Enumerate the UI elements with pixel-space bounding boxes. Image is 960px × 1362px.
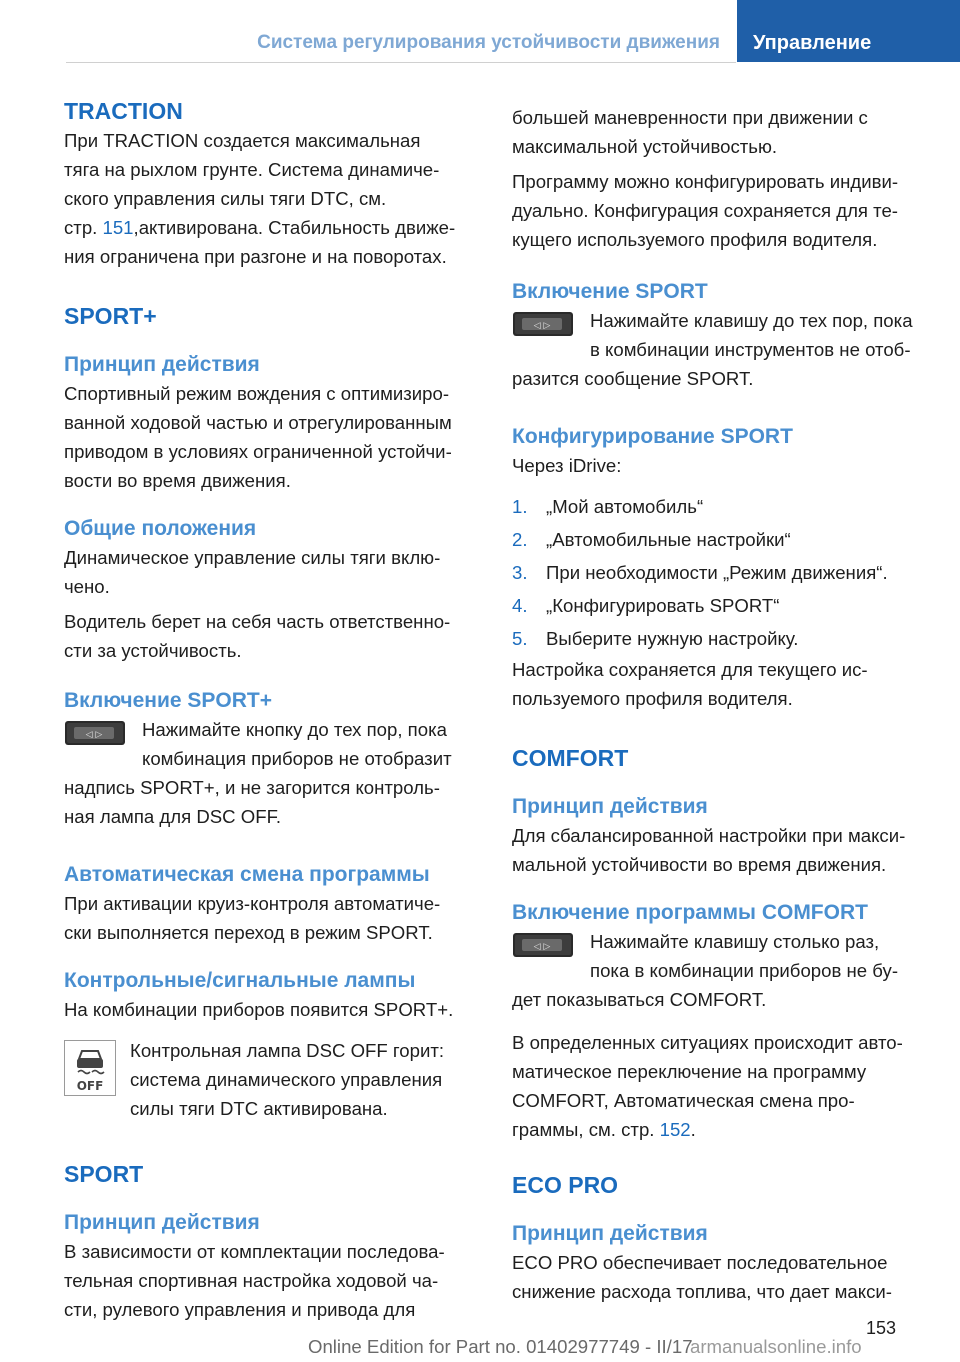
enable-sport-block bbox=[512, 306, 932, 393]
lamp-desc-line: силы тяги DTC активирована. bbox=[130, 1098, 388, 1119]
general-line: Динамическое управление силы тяги вклю- bbox=[64, 547, 441, 568]
configure-sport-heading: Конфигурирование SPORT bbox=[512, 425, 793, 448]
page-link-151[interactable]: 151 bbox=[102, 217, 134, 238]
step-number: 2. bbox=[512, 529, 528, 550]
auto-comfort-line bbox=[512, 1115, 932, 1144]
section-title: Система регулирования устойчивости движения bbox=[257, 32, 720, 53]
sportplus-heading: SPORT+ bbox=[64, 303, 157, 329]
car-skid-icon bbox=[65, 1041, 115, 1095]
auto-comfort-line: COMFORT, Автоматическая смена про- bbox=[512, 1090, 855, 1111]
driving-mode-switch-icon bbox=[512, 931, 574, 959]
step-number: 4. bbox=[512, 595, 528, 616]
chapter-tab-label: Управление bbox=[753, 32, 872, 54]
driving-mode-switch-icon bbox=[512, 310, 574, 338]
principle-line: Спортивный режим вождения с оптимизиро- bbox=[64, 383, 450, 404]
eco-principle-heading: Принцип действия bbox=[512, 1222, 708, 1245]
principle-line: ванной ходовой частью и отрегулированным bbox=[64, 412, 452, 433]
list-item bbox=[512, 556, 932, 589]
traction-line: тяга на рыхлом грунте. Система динамиче- bbox=[64, 159, 440, 180]
eco-line: снижение расхода топлива, что дает макси- bbox=[512, 1281, 892, 1302]
svg-text:◁ ▷: ◁ ▷ bbox=[533, 321, 551, 331]
auto-comfort-line: В определенных ситуациях происходит авто- bbox=[512, 1032, 903, 1053]
general-line: чено. bbox=[64, 576, 110, 597]
enable-sport-line: Нажимайте клавишу до тех пор, пока bbox=[590, 310, 913, 331]
list-item bbox=[512, 523, 932, 556]
lamps-heading: Контрольные/сигнальные лампы bbox=[64, 969, 416, 992]
enable-sportplus-line: ная лампа для DSC OFF. bbox=[64, 806, 282, 827]
enable-sport-heading: Включение SPORT bbox=[512, 280, 708, 303]
eco-line: ECO PRO обеспечивает последовательное bbox=[512, 1252, 888, 1273]
step-text: „Конфигурировать SPORT“ bbox=[546, 595, 780, 616]
general-heading: Общие положения bbox=[64, 517, 257, 540]
principle-line: вости во время движения. bbox=[64, 470, 291, 491]
comfort-line: мальной устойчивости во время движения. bbox=[512, 854, 887, 875]
enable-sport-line: в комбинации инструментов не отоб- bbox=[590, 339, 911, 360]
traction-line bbox=[64, 213, 484, 242]
configure-intro: Через iDrive: bbox=[512, 455, 622, 476]
saved-line: пользуемого профиля водителя. bbox=[512, 688, 793, 709]
comfort-heading: COMFORT bbox=[512, 745, 629, 771]
step-text: „Автомобильные настройки“ bbox=[546, 529, 791, 550]
enable-sportplus-block bbox=[64, 715, 484, 831]
auto-change-heading: Автоматическая смена программы bbox=[64, 863, 430, 886]
general-line: Водитель берет на себя часть ответственно- bbox=[64, 611, 451, 632]
text: ,активирована. Стабильность движе- bbox=[133, 217, 456, 238]
configure-steps-list bbox=[512, 490, 932, 655]
left-column bbox=[64, 96, 484, 1324]
principle-heading: Принцип действия bbox=[64, 353, 260, 376]
edition-info: Online Edition for Part no. 01402977749 - II/17 bbox=[308, 1336, 693, 1357]
step-text: „Мой автомобиль“ bbox=[546, 496, 704, 517]
dsc-off-lamp-icon bbox=[64, 1040, 116, 1096]
list-item bbox=[512, 589, 932, 622]
list-item bbox=[512, 622, 932, 655]
traction-line: При TRACTION создается максимальная bbox=[64, 130, 421, 151]
svg-text:◁ ▷: ◁ ▷ bbox=[533, 942, 551, 952]
enable-comfort-line: дет показываться COMFORT. bbox=[512, 989, 767, 1010]
text: граммы, см. стр. bbox=[512, 1119, 660, 1140]
auto-change-line: ски выполняется переход в режим SPORT. bbox=[64, 922, 433, 943]
lamp-desc-line: Контрольная лампа DSC OFF горит: bbox=[130, 1040, 445, 1061]
svg-text:◁ ▷: ◁ ▷ bbox=[85, 730, 103, 740]
enable-comfort-line: Нажимайте клавишу столько раз, bbox=[590, 931, 880, 952]
principle-line: приводом в условиях ограниченной устойчи- bbox=[64, 441, 452, 462]
auto-comfort-line: матическое переключение на программу bbox=[512, 1061, 867, 1082]
step-text: При необходимости „Режим движения“. bbox=[546, 562, 888, 583]
enable-sportplus-line: комбинация приборов не отобразит bbox=[142, 748, 452, 769]
cont-line: большей маневренности при движении с bbox=[512, 107, 868, 128]
enable-comfort-block bbox=[512, 927, 932, 1014]
enable-sportplus-line: надпись SPORT+, и не загорится контроль- bbox=[64, 777, 440, 798]
page-number: 153 bbox=[865, 1318, 896, 1338]
sport-heading: SPORT bbox=[64, 1161, 144, 1187]
enable-sportplus-heading: Включение SPORT+ bbox=[64, 689, 272, 712]
lamp-off-label: OFF bbox=[76, 1079, 104, 1093]
page-header bbox=[0, 0, 960, 62]
right-column bbox=[512, 103, 932, 1306]
sport-line: сти, рулевого управления и привода для bbox=[64, 1299, 416, 1320]
traction-line: ния ограничена при разгоне и на поворотах. bbox=[64, 246, 447, 267]
text: . bbox=[690, 1119, 696, 1140]
comfort-principle-heading: Принцип действия bbox=[512, 795, 708, 818]
cont-line: максимальной устойчивостью. bbox=[512, 136, 778, 157]
chapter-tab[interactable] bbox=[737, 0, 960, 62]
comfort-line: Для сбалансированной настройки при макси- bbox=[512, 825, 906, 846]
driving-mode-switch-icon bbox=[64, 719, 126, 747]
step-text: Выберите нужную настройку. bbox=[546, 628, 799, 649]
general-line: сти за устойчивость. bbox=[64, 640, 242, 661]
saved-line: Настройка сохраняется для текущего ис- bbox=[512, 659, 868, 680]
step-number: 3. bbox=[512, 562, 528, 583]
enable-comfort-line: пока в комбинации приборов не бу- bbox=[590, 960, 899, 981]
text: стр. bbox=[64, 217, 103, 238]
step-number: 5. bbox=[512, 628, 528, 649]
watermark: armanualsonline.info bbox=[690, 1336, 862, 1357]
config-line: Программу можно конфигурировать индиви- bbox=[512, 171, 899, 192]
config-line: дуально. Конфигурация сохраняется для те- bbox=[512, 200, 898, 221]
auto-change-line: При активации круиз-контроля автоматиче- bbox=[64, 893, 441, 914]
enable-comfort-heading: Включение программы COMFORT bbox=[512, 901, 868, 924]
enable-sportplus-line: Нажимайте кнопку до тех пор, пока bbox=[142, 719, 447, 740]
sport-principle-heading: Принцип действия bbox=[64, 1211, 260, 1234]
enable-sport-line: разится сообщение SPORT. bbox=[512, 368, 754, 389]
lamp-block bbox=[64, 1036, 484, 1123]
sport-line: В зависимости от комплектации последова- bbox=[64, 1241, 445, 1262]
eco-pro-heading: ECO PRO bbox=[512, 1172, 619, 1198]
traction-line: ского управления силы тяги DTC, см. bbox=[64, 188, 387, 209]
sport-line: тельная спортивная настройка ходовой ча- bbox=[64, 1270, 439, 1291]
list-item bbox=[512, 490, 932, 523]
section-header bbox=[66, 0, 736, 63]
page-link-152[interactable]: 152 bbox=[659, 1119, 691, 1140]
lamp-desc-line: система динамического управления bbox=[130, 1069, 443, 1090]
lamps-line: На комбинации приборов появится SPORT+. bbox=[64, 999, 454, 1020]
config-line: кущего используемого профиля водителя. bbox=[512, 229, 878, 250]
step-number: 1. bbox=[512, 496, 528, 517]
traction-heading: TRACTION bbox=[64, 98, 183, 124]
